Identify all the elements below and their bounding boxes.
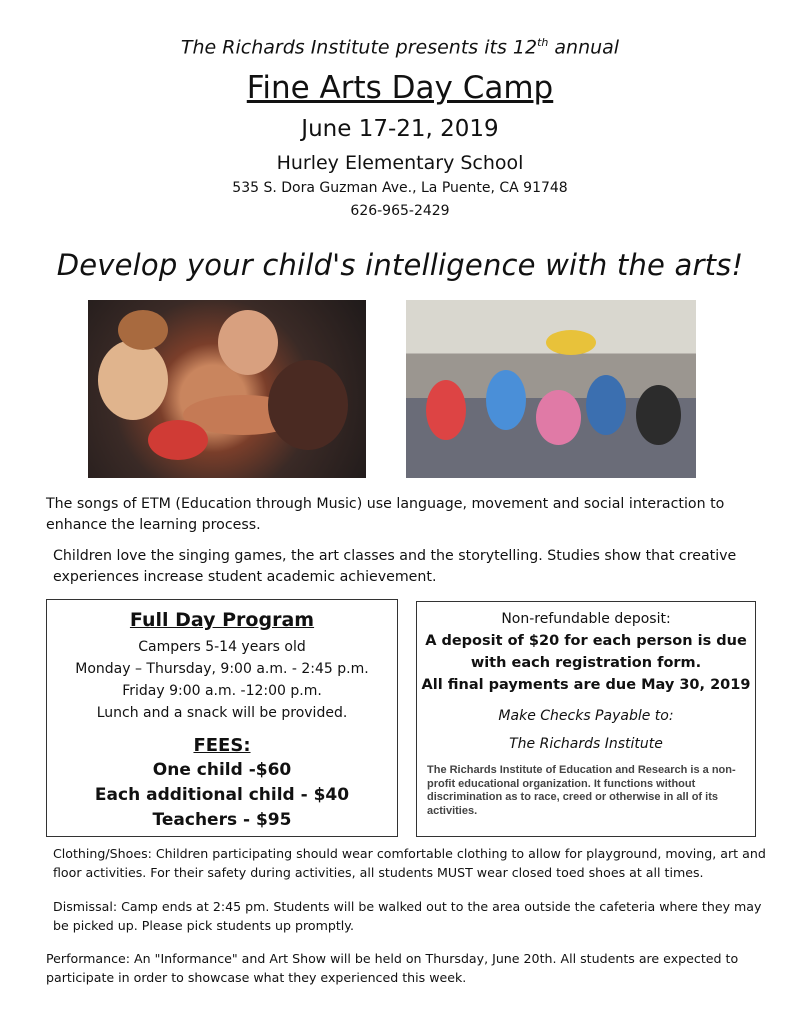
classroom-photo (406, 300, 696, 478)
school-name: Hurley Elementary School (276, 152, 524, 174)
deposit-amount: A deposit of $20 for each person is due (425, 633, 747, 649)
school-address: 535 S. Dora Guzman Ave., La Puente, CA 91748 (232, 180, 568, 196)
program-meals: Lunch and a snack will be provided. (96, 705, 348, 721)
presents-text-end: annual (548, 36, 620, 59)
program-ages: Campers 5-14 years old (138, 639, 306, 655)
checks-heading: Make Checks Payable to: (498, 708, 674, 724)
page-title: Fine Arts Day Camp (246, 70, 554, 106)
presents-line (0, 36, 800, 58)
program-box (46, 599, 398, 837)
nonprofit-disclaimer: The Richards Institute of Education and Research is a non-profit educational organization. It functions without discrimination as to race, creed or otherwise in all of its activities. (427, 764, 736, 817)
headline: Develop your child's intelligence with the arts! (56, 248, 744, 282)
benefits-paragraph: Children love the singing games, the art classes and the storytelling. Studies show that creative experiences increase student academic achievement. (53, 548, 737, 585)
program-weekday-hours: Monday – Thursday, 9:00 a.m. - 2:45 p.m. (75, 661, 369, 677)
children-hands-photo (88, 300, 366, 478)
deposit-box (416, 601, 756, 837)
phone-number: 626-965-2429 (350, 203, 450, 219)
checks-payee: The Richards Institute (509, 736, 663, 752)
presents-text: The Richards Institute presents its 12 (180, 36, 538, 59)
fee-one-child: One child -$60 (152, 760, 292, 780)
fee-additional-child: Each additional child - $40 (94, 785, 350, 805)
deposit-heading: Non-refundable deposit: (501, 611, 671, 627)
etm-paragraph: The songs of ETM (Education through Music) use language, movement and social interaction to enhance the learning process. (46, 496, 725, 533)
performance-note: Performance: An "Informance" and Art Show will be held on Thursday, June 20th. All students are expected to participate in order to showcase what they experienced this week. (46, 951, 739, 985)
fees-title: FEES: (193, 735, 251, 756)
program-friday-hours: Friday 9:00 a.m. -12:00 p.m. (122, 683, 322, 699)
camp-dates: June 17-21, 2019 (301, 116, 499, 142)
program-title: Full Day Program (129, 609, 315, 631)
presents-superscript: th (537, 36, 549, 49)
deposit-registration: with each registration form. (470, 655, 702, 671)
clothing-note: Clothing/Shoes: Children participating should wear comfortable clothing to allow for playground, moving, art and floor activities. For their safety during activities, all students MUST wear closed toed shoes at all times. (53, 846, 766, 880)
fee-teachers: Teachers - $95 (152, 810, 292, 830)
dismissal-note: Dismissal: Camp ends at 2:45 pm. Students will be walked out to the area outside the cafeteria where they may be picked up. Please pick students up promptly. (53, 899, 762, 933)
final-payment-due: All final payments are due May 30, 2019 (421, 677, 751, 693)
